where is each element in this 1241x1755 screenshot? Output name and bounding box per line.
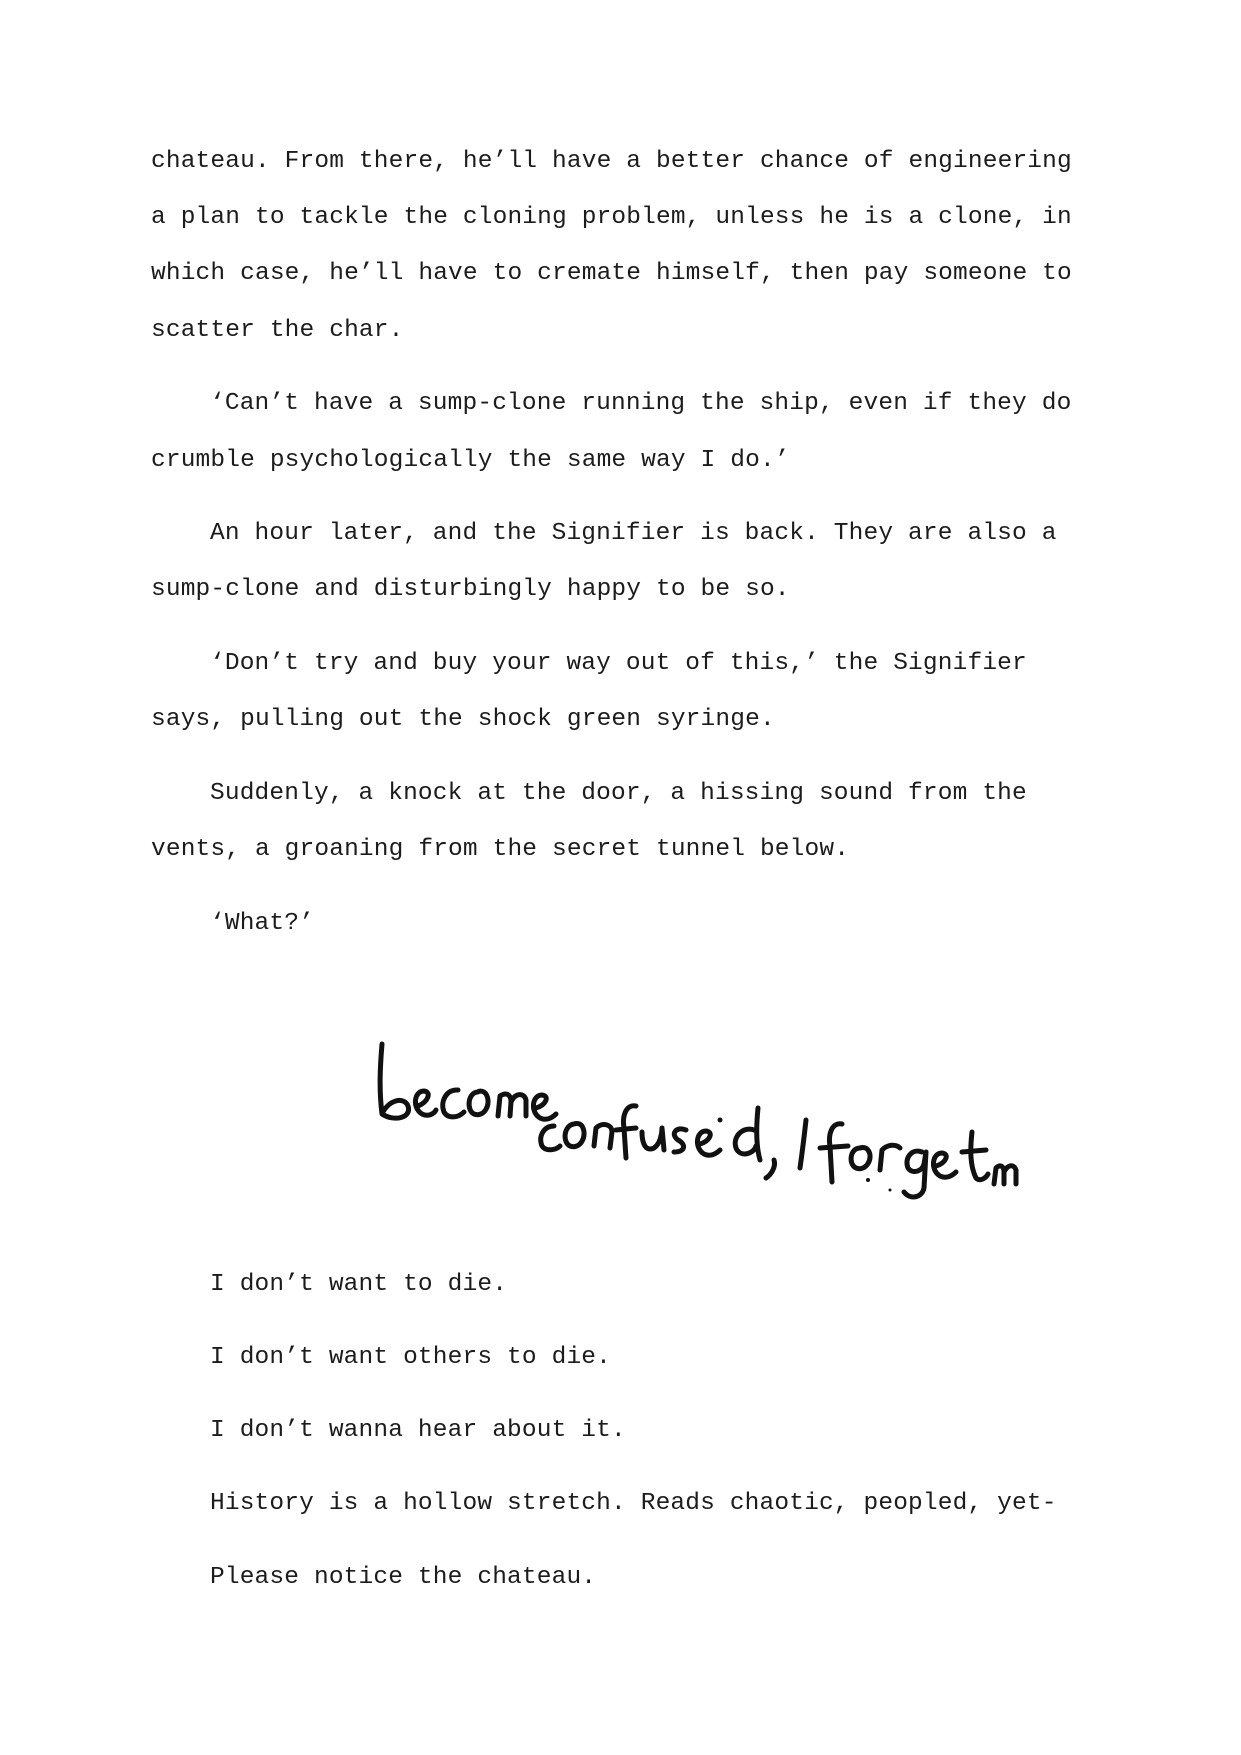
- closing-line-5: Please notice the chateau.: [210, 1564, 597, 1591]
- paragraph-3-line-2: sump-clone and disturbingly happy to be so.: [151, 576, 790, 603]
- closing-line-4: History is a hollow stretch. Reads chaotic, peopled, yet-: [210, 1490, 1057, 1517]
- paragraph-5-line-2: vents, a groaning from the secret tunnel below.: [151, 836, 850, 863]
- paragraph-4-line-2: says, pulling out the shock green syringe.: [151, 706, 775, 733]
- paragraph-1-line-2: a plan to tackle the cloning problem, unless he is a clone, in: [151, 204, 1072, 231]
- closing-line-1: I don’t want to die.: [210, 1271, 508, 1298]
- paragraph-1-line-1: chateau. From there, he’ll have a better chance of engineering: [151, 148, 1072, 175]
- paragraph-2-line-1: ‘Can’t have a sump-clone running the ship, even if they do: [210, 390, 1072, 417]
- closing-line-3: I don’t wanna hear about it.: [210, 1417, 626, 1444]
- handwritten-note-image: [370, 1028, 1030, 1228]
- paragraph-6-line-1: ‘What?’: [210, 910, 314, 937]
- paragraph-1-line-4: scatter the char.: [151, 317, 404, 344]
- paragraph-5-line-1: Suddenly, a knock at the door, a hissing sound from the: [210, 780, 1027, 807]
- paragraph-4-line-1: ‘Don’t try and buy your way out of this,’ the Signifier: [210, 650, 1027, 677]
- closing-line-2: I don’t want others to die.: [210, 1344, 612, 1371]
- paragraph-3-line-1: An hour later, and the Signifier is back. They are also a: [210, 520, 1057, 547]
- paragraph-1-line-3: which case, he’ll have to cremate himself, then pay someone to: [151, 260, 1072, 287]
- paragraph-2-line-2: crumble psychologically the same way I do.’: [151, 447, 790, 474]
